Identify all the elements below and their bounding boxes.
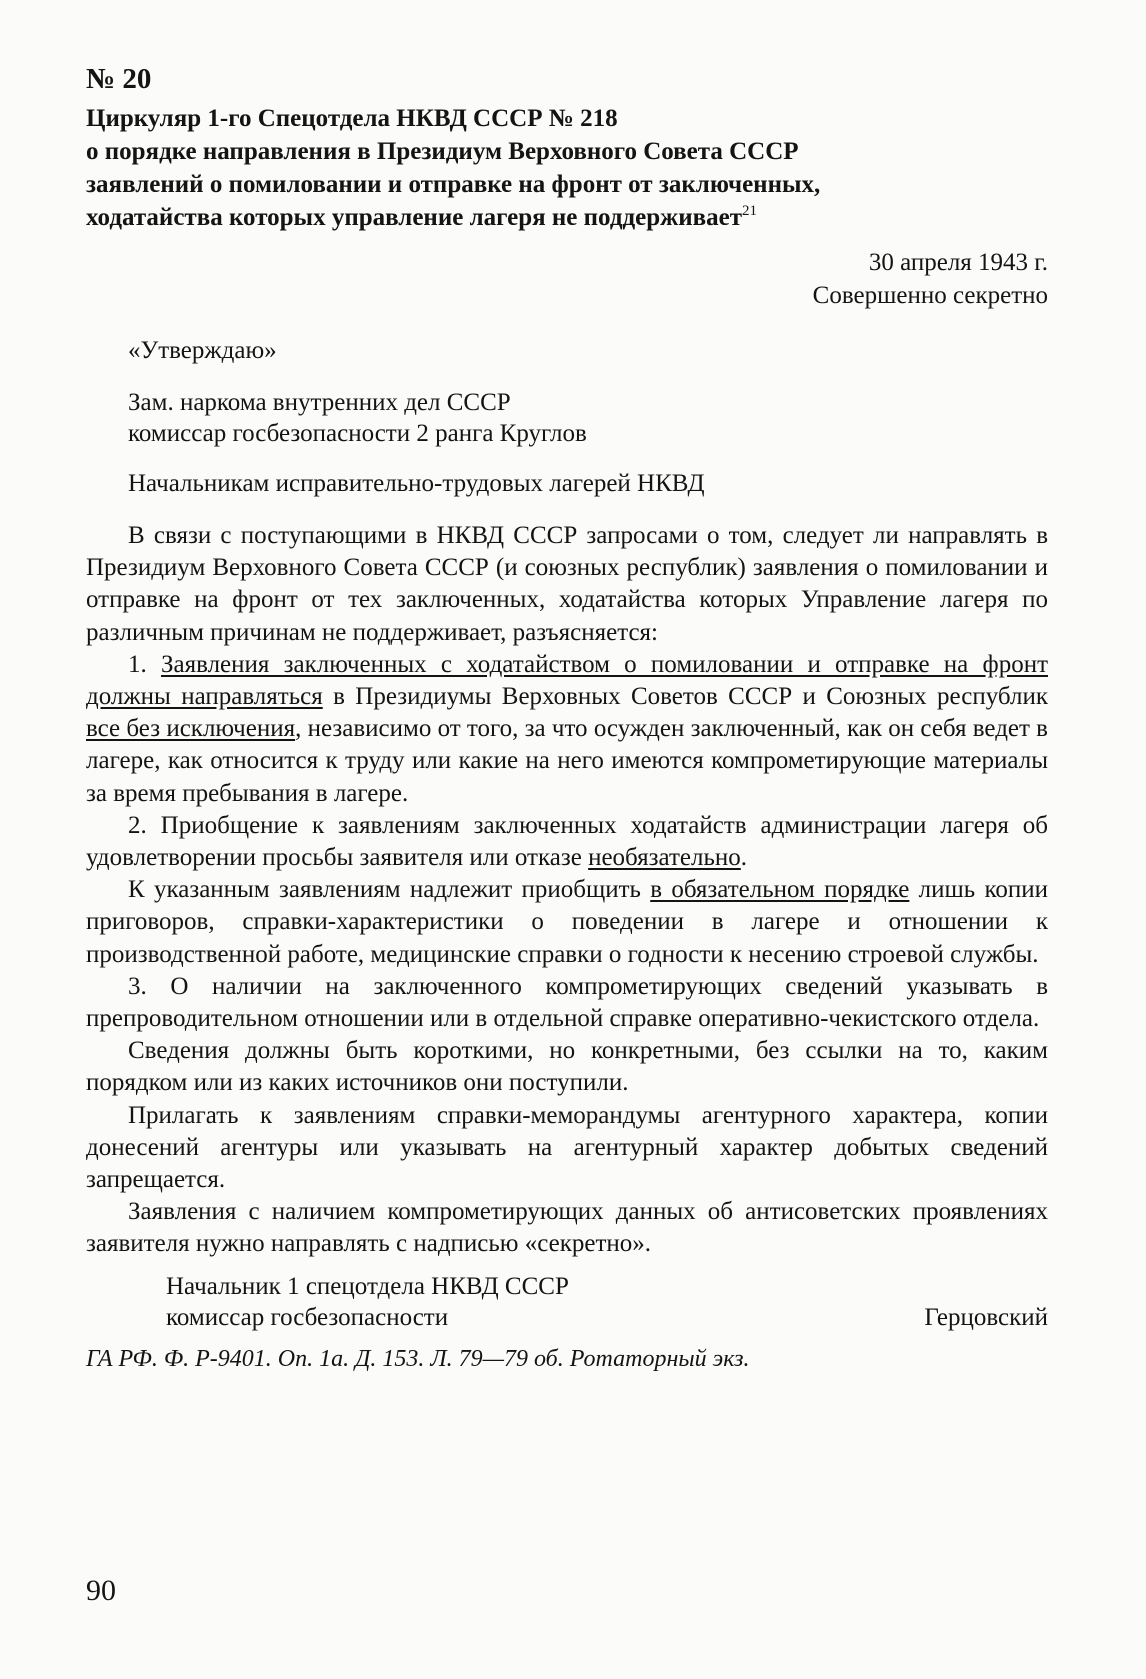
title-line: ходатайства которых управление лагеря не поддерживает$^{21}$ <box>86 203 758 231</box>
underlined-text: необязательно <box>588 844 741 872</box>
paragraph-6: Заявления с наличием компрометирующих данных об антисоветских проявлениях заявителя нужно направлять с надписью «секретно». <box>86 1198 1048 1258</box>
paragraph-5: Прилагать к заявлениям справки-меморандумы агентурного характера, копии донесений агентуры или указывать на агентурный характер добытых сведений запрещается. <box>86 1101 1048 1194</box>
paragraph-2: 2. Приобщение к заявлениям заключенных ходатайств администрации лагеря об удовлетворении просьбы заявителя или отказе необязательно. <box>86 811 1048 872</box>
archival-source: ГА РФ. Ф. Р-9401. Оп. 1а. Д. 153. Л. 79—79 об. Ротаторный экз. <box>86 1345 750 1372</box>
footnote-marker: 21 <box>742 203 758 219</box>
approver-rank-name: комиссар госбезопасности 2 ранга Круглов <box>128 420 587 447</box>
approval-mark: «Утверждаю» <box>128 337 277 364</box>
document-number: № 20 <box>86 63 152 95</box>
underlined-text: все без исключения <box>86 715 296 743</box>
document-title <box>86 102 1048 234</box>
underlined-text: в обязательном порядке <box>650 876 910 904</box>
underlined-text: Заявления заключенных с ходатайством о помиловании и отправке на фронт должны направляться <box>86 650 1048 711</box>
intro-paragraph: В связи с поступающими в НКВД СССР запросами о том, следует ли направлять в Президиум Верховного Совета СССР (и союзных республик) заявления о помиловании и отправке на фронт от тех заключенных, ходатайства которых Управление лагеря по различным причинам не поддерживает, разъясняется: <box>86 522 1048 646</box>
page-number: 90 <box>86 1574 116 1607</box>
paragraph-1: 1. Заявления заключенных с ходатайством о помиловании и отправке на фронт должны направляться в Президиумы Верховных Советов СССР и Союзных республик все без исключения, независимо от того, за что осужден заключенный, как он себя ведет в лагере, как относится к труду или какие на него имеются компрометирующие материалы за время пребывания в лагере. <box>86 650 1049 807</box>
title-line: заявлений о помиловании и отправке на фронт от заключенных, <box>86 171 821 198</box>
document-date: 30 апреля 1943 г. <box>868 249 1048 276</box>
signer-name: Герцовский <box>924 1303 1048 1331</box>
document-page <box>86 62 1048 1375</box>
signature-block <box>166 1271 1048 1333</box>
approver-position: Зам. наркома внутренних дел СССР <box>128 389 511 416</box>
title-line: о порядке направления в Президиум Верховного Совета СССР <box>86 138 799 165</box>
paragraph-2b: К указанным заявлениям надлежит приобщить в обязательном порядке лишь копии приговоров, справки-характеристики о поведении в лагере и отношении к производственной работе, медицинские справки о годности к несению строевой службы. <box>86 876 1048 968</box>
document-body <box>86 520 1048 1261</box>
addressee: Начальникам исправительно-трудовых лагерей НКВД <box>128 470 705 497</box>
signer-rank: комиссар госбезопасности <box>166 1303 449 1331</box>
paragraph-3: 3. О наличии на заключенного компрометирующих сведений указывать в препроводительном отношении или в отдельной справке оперативно-чекистского отдела. <box>86 972 1048 1033</box>
paragraph-4: Сведения должны быть короткими, но конкретными, без ссылки на то, каким порядком или из каких источников они поступили. <box>86 1037 1048 1097</box>
approver-block <box>128 387 1048 449</box>
classification-stamp: Совершенно секретно <box>812 282 1048 309</box>
signer-position: Начальник 1 спецотдела НКВД СССР <box>166 1272 569 1300</box>
title-line: Циркуляр 1-го Спецотдела НКВД СССР № 218 <box>86 105 618 132</box>
